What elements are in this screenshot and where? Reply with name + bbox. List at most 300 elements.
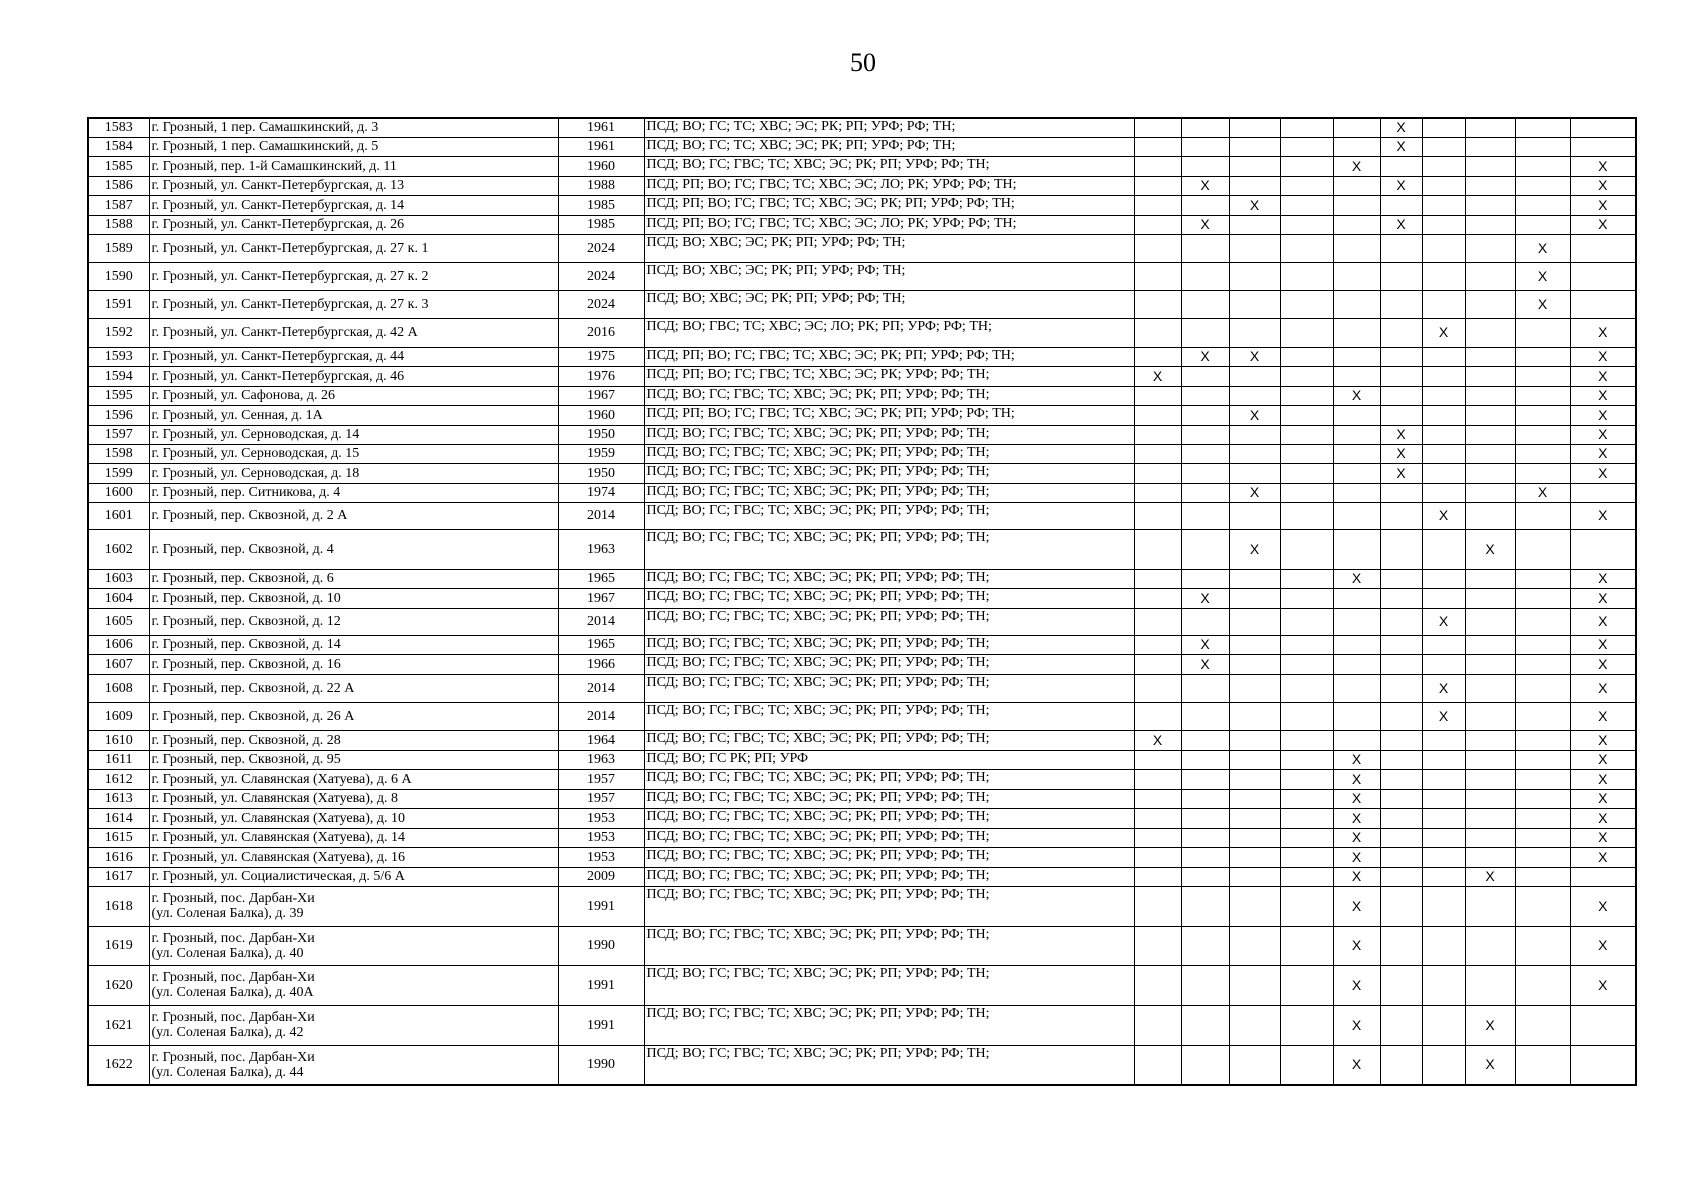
address-cell xyxy=(149,290,558,318)
address-cell xyxy=(149,730,558,750)
address-cell xyxy=(149,886,558,926)
address-cell xyxy=(149,769,558,789)
mark-cell-7 xyxy=(1422,262,1465,290)
mark-cell-3 xyxy=(1229,234,1280,262)
mark-cell-6 xyxy=(1380,588,1422,608)
row-number: 1596 xyxy=(88,405,149,425)
address-line: г. Грозный, ул. Санкт-Петербургская, д. 46 xyxy=(151,368,405,384)
systems-cell: ПСД; ВО; ГС; ГВС; ТС; ХВС; ЭС; РК; РП; УРФ; РФ; ТН; xyxy=(644,886,1134,926)
mark-cell-3 xyxy=(1229,608,1280,635)
mark-cell-3 xyxy=(1229,425,1280,444)
mark-cell-7 xyxy=(1422,847,1465,867)
year-cell: 2009 xyxy=(558,867,644,886)
mark-cell-2 xyxy=(1181,1045,1229,1085)
mark-cell-4 xyxy=(1280,529,1333,569)
address-line: г. Грозный, ул. Сенная, д. 1А xyxy=(151,407,323,423)
mark-cell-1 xyxy=(1134,867,1181,886)
mark-cell-7 xyxy=(1422,1005,1465,1045)
mark-cell-9: X xyxy=(1515,262,1570,290)
address-line: г. Грозный, пер. Сквозной, д. 12 xyxy=(151,614,341,629)
mark-cell-6 xyxy=(1380,195,1422,215)
systems-cell: ПСД; ВО; ГС; ГВС; ТС; ХВС; ЭС; РК; РП; УРФ; РФ; ТН; xyxy=(644,1005,1134,1045)
mark-cell-5 xyxy=(1333,654,1380,674)
mark-cell-1 xyxy=(1134,750,1181,769)
mark-cell-7 xyxy=(1422,635,1465,654)
mark-cell-9 xyxy=(1515,965,1570,1005)
systems-cell: ПСД; ВО; ГВС; ТС; ХВС; ЭС; ЛО; РК; РП; УРФ; РФ; ТН; xyxy=(644,318,1134,347)
year-cell: 1963 xyxy=(558,529,644,569)
mark-cell-10: X xyxy=(1570,635,1636,654)
mark-cell-4 xyxy=(1280,789,1333,808)
mark-cell-4 xyxy=(1280,483,1333,502)
address-line: г. Грозный, пер. Сквозной, д. 14 xyxy=(151,637,341,652)
mark-cell-1 xyxy=(1134,347,1181,366)
table-row xyxy=(88,1045,1636,1085)
mark-cell-6 xyxy=(1380,405,1422,425)
address-cell xyxy=(149,318,558,347)
address-line: г. Грозный, пер. Сквозной, д. 16 xyxy=(151,656,341,672)
mark-cell-3: X xyxy=(1229,347,1280,366)
table-row xyxy=(88,215,1636,234)
mark-cell-8 xyxy=(1465,886,1515,926)
mark-cell-3: X xyxy=(1229,405,1280,425)
address-line: (ул. Соленая Балка), д. 40А xyxy=(151,985,314,1000)
mark-cell-6: X xyxy=(1380,425,1422,444)
mark-cell-9 xyxy=(1515,366,1570,386)
mark-cell-10: X xyxy=(1570,425,1636,444)
mark-cell-4 xyxy=(1280,386,1333,405)
mark-cell-7 xyxy=(1422,730,1465,750)
address-cell xyxy=(149,1045,558,1085)
systems-cell: ПСД; ВО; ГС; ГВС; ТС; ХВС; ЭС; РК; РП; УРФ; РФ; ТН; xyxy=(644,789,1134,808)
year-cell: 1990 xyxy=(558,1045,644,1085)
mark-cell-4 xyxy=(1280,502,1333,529)
mark-cell-2 xyxy=(1181,195,1229,215)
mark-cell-10: X xyxy=(1570,674,1636,702)
row-number: 1590 xyxy=(88,262,149,290)
address-line: г. Грозный, ул. Славянская (Хатуева), д. 10 xyxy=(151,810,406,826)
mark-cell-8 xyxy=(1465,318,1515,347)
year-cell: 1961 xyxy=(558,137,644,156)
mark-cell-10: X xyxy=(1570,886,1636,926)
year-cell: 1991 xyxy=(558,1005,644,1045)
mark-cell-9 xyxy=(1515,425,1570,444)
year-cell: 1953 xyxy=(558,808,644,828)
mark-cell-10 xyxy=(1570,1045,1636,1085)
mark-cell-6 xyxy=(1380,290,1422,318)
table-row xyxy=(88,318,1636,347)
mark-cell-6 xyxy=(1380,789,1422,808)
table-row xyxy=(88,386,1636,405)
row-number: 1583 xyxy=(88,118,149,137)
table-row xyxy=(88,347,1636,366)
mark-cell-8 xyxy=(1465,702,1515,730)
systems-cell: ПСД; ВО; ГС; ГВС; ТС; ХВС; ЭС; РК; РП; УРФ; РФ; ТН; xyxy=(644,156,1134,176)
mark-cell-8 xyxy=(1465,290,1515,318)
mark-cell-4 xyxy=(1280,425,1333,444)
mark-cell-2 xyxy=(1181,808,1229,828)
mark-cell-4 xyxy=(1280,215,1333,234)
mark-cell-3 xyxy=(1229,156,1280,176)
table-row xyxy=(88,290,1636,318)
mark-cell-9 xyxy=(1515,926,1570,965)
mark-cell-1 xyxy=(1134,318,1181,347)
year-cell: 1965 xyxy=(558,635,644,654)
address-line: г. Грозный, пер. Сквозной, д. 10 xyxy=(151,590,341,606)
address-cell xyxy=(149,789,558,808)
mark-cell-6 xyxy=(1380,769,1422,789)
mark-cell-5 xyxy=(1333,425,1380,444)
year-cell: 2014 xyxy=(558,702,644,730)
mark-cell-9 xyxy=(1515,444,1570,463)
mark-cell-1 xyxy=(1134,425,1181,444)
address-cell xyxy=(149,588,558,608)
mark-cell-8 xyxy=(1465,569,1515,588)
mark-cell-9 xyxy=(1515,674,1570,702)
mark-cell-10: X xyxy=(1570,405,1636,425)
mark-cell-8 xyxy=(1465,789,1515,808)
row-number: 1622 xyxy=(88,1045,149,1085)
row-number: 1584 xyxy=(88,137,149,156)
year-cell: 2024 xyxy=(558,234,644,262)
mark-cell-3 xyxy=(1229,867,1280,886)
mark-cell-3 xyxy=(1229,1005,1280,1045)
mark-cell-9 xyxy=(1515,635,1570,654)
mark-cell-4 xyxy=(1280,1045,1333,1085)
mark-cell-6: X xyxy=(1380,463,1422,483)
mark-cell-8 xyxy=(1465,483,1515,502)
address-cell xyxy=(149,405,558,425)
mark-cell-8 xyxy=(1465,769,1515,789)
mark-cell-2 xyxy=(1181,405,1229,425)
systems-cell: ПСД; ВО; ГС; ГВС; ТС; ХВС; ЭС; РК; РП; УРФ; РФ; ТН; xyxy=(644,502,1134,529)
mark-cell-10 xyxy=(1570,483,1636,502)
mark-cell-6 xyxy=(1380,847,1422,867)
mark-cell-9 xyxy=(1515,769,1570,789)
mark-cell-5 xyxy=(1333,290,1380,318)
mark-cell-3 xyxy=(1229,588,1280,608)
row-number: 1618 xyxy=(88,886,149,926)
mark-cell-7 xyxy=(1422,347,1465,366)
row-number: 1612 xyxy=(88,769,149,789)
row-number: 1614 xyxy=(88,808,149,828)
registry-body xyxy=(88,118,1636,1085)
address-cell xyxy=(149,847,558,867)
mark-cell-6 xyxy=(1380,386,1422,405)
mark-cell-4 xyxy=(1280,569,1333,588)
mark-cell-3 xyxy=(1229,386,1280,405)
mark-cell-8 xyxy=(1465,502,1515,529)
mark-cell-10: X xyxy=(1570,502,1636,529)
table-row xyxy=(88,156,1636,176)
mark-cell-6 xyxy=(1380,366,1422,386)
systems-cell: ПСД; РП; ВО; ГС; ГВС; ТС; ХВС; ЭС; РК; РП; УРФ; РФ; ТН; xyxy=(644,405,1134,425)
year-cell: 1965 xyxy=(558,569,644,588)
mark-cell-4 xyxy=(1280,588,1333,608)
mark-cell-5 xyxy=(1333,347,1380,366)
row-number: 1586 xyxy=(88,176,149,195)
address-cell xyxy=(149,608,558,635)
table-row xyxy=(88,769,1636,789)
mark-cell-5: X xyxy=(1333,769,1380,789)
mark-cell-6 xyxy=(1380,502,1422,529)
mark-cell-10: X xyxy=(1570,965,1636,1005)
address-line: г. Грозный, пер. Сквозной, д. 2 А xyxy=(151,508,348,523)
mark-cell-2 xyxy=(1181,730,1229,750)
mark-cell-2 xyxy=(1181,750,1229,769)
year-cell: 2014 xyxy=(558,502,644,529)
mark-cell-10: X xyxy=(1570,926,1636,965)
mark-cell-8 xyxy=(1465,366,1515,386)
address-line: г. Грозный, ул. Санкт-Петербургская, д. 13 xyxy=(151,178,405,193)
year-cell: 2014 xyxy=(558,608,644,635)
address-cell xyxy=(149,674,558,702)
address-line: (ул. Соленая Балка), д. 40 xyxy=(151,945,304,961)
mark-cell-8 xyxy=(1465,262,1515,290)
mark-cell-1 xyxy=(1134,405,1181,425)
mark-cell-9 xyxy=(1515,215,1570,234)
mark-cell-6 xyxy=(1380,750,1422,769)
mark-cell-4 xyxy=(1280,702,1333,730)
mark-cell-2 xyxy=(1181,483,1229,502)
mark-cell-8 xyxy=(1465,234,1515,262)
address-cell xyxy=(149,635,558,654)
address-cell xyxy=(149,176,558,195)
table-row xyxy=(88,635,1636,654)
mark-cell-8: X xyxy=(1465,1045,1515,1085)
mark-cell-5 xyxy=(1333,215,1380,234)
mark-cell-10: X xyxy=(1570,215,1636,234)
mark-cell-10 xyxy=(1570,1005,1636,1045)
row-number: 1592 xyxy=(88,318,149,347)
mark-cell-7 xyxy=(1422,588,1465,608)
mark-cell-4 xyxy=(1280,847,1333,867)
address-line: г. Грозный, пер. Сквозной, д. 95 xyxy=(151,752,341,767)
mark-cell-9 xyxy=(1515,156,1570,176)
mark-cell-3: X xyxy=(1229,483,1280,502)
row-number: 1609 xyxy=(88,702,149,730)
mark-cell-9 xyxy=(1515,654,1570,674)
systems-cell: ПСД; ВО; ГС; ТС; ХВС; ЭС; РК; РП; УРФ; РФ; ТН; xyxy=(644,137,1134,156)
mark-cell-3 xyxy=(1229,137,1280,156)
mark-cell-2 xyxy=(1181,444,1229,463)
mark-cell-6 xyxy=(1380,529,1422,569)
mark-cell-3 xyxy=(1229,444,1280,463)
year-cell: 1975 xyxy=(558,347,644,366)
mark-cell-7 xyxy=(1422,750,1465,769)
mark-cell-7 xyxy=(1422,867,1465,886)
systems-cell: ПСД; ВО; ХВС; ЭС; РК; РП; УРФ; РФ; ТН; xyxy=(644,290,1134,318)
row-number: 1589 xyxy=(88,234,149,262)
address-cell xyxy=(149,654,558,674)
address-cell xyxy=(149,463,558,483)
year-cell: 1991 xyxy=(558,886,644,926)
mark-cell-2 xyxy=(1181,502,1229,529)
mark-cell-7 xyxy=(1422,176,1465,195)
mark-cell-10: X xyxy=(1570,608,1636,635)
mark-cell-7 xyxy=(1422,444,1465,463)
mark-cell-1 xyxy=(1134,176,1181,195)
mark-cell-5 xyxy=(1333,262,1380,290)
table-row xyxy=(88,588,1636,608)
mark-cell-5: X xyxy=(1333,847,1380,867)
mark-cell-8 xyxy=(1465,965,1515,1005)
mark-cell-5: X xyxy=(1333,808,1380,828)
address-cell xyxy=(149,262,558,290)
mark-cell-10: X xyxy=(1570,828,1636,847)
mark-cell-3 xyxy=(1229,654,1280,674)
mark-cell-2: X xyxy=(1181,176,1229,195)
mark-cell-10: X xyxy=(1570,654,1636,674)
mark-cell-2 xyxy=(1181,137,1229,156)
mark-cell-3 xyxy=(1229,828,1280,847)
mark-cell-4 xyxy=(1280,808,1333,828)
row-number: 1616 xyxy=(88,847,149,867)
address-cell xyxy=(149,137,558,156)
systems-cell: ПСД; ВО; ГС; ГВС; ТС; ХВС; ЭС; РК; РП; УРФ; РФ; ТН; xyxy=(644,808,1134,828)
systems-cell: ПСД; ВО; ГС РК; РП; УРФ xyxy=(644,750,1134,769)
address-line: (ул. Соленая Балка), д. 44 xyxy=(151,1064,304,1080)
row-number: 1593 xyxy=(88,347,149,366)
mark-cell-7 xyxy=(1422,654,1465,674)
mark-cell-7 xyxy=(1422,529,1465,569)
table-row xyxy=(88,654,1636,674)
mark-cell-10: X xyxy=(1570,386,1636,405)
mark-cell-5: X xyxy=(1333,386,1380,405)
systems-cell: ПСД; ВО; ГС; ГВС; ТС; ХВС; ЭС; РК; РП; УРФ; РФ; ТН; xyxy=(644,867,1134,886)
row-number: 1591 xyxy=(88,290,149,318)
mark-cell-8 xyxy=(1465,750,1515,769)
address-cell xyxy=(149,425,558,444)
mark-cell-2 xyxy=(1181,290,1229,318)
mark-cell-10: X xyxy=(1570,463,1636,483)
address-line: г. Грозный, пер. Сквозной, д. 26 А xyxy=(151,708,355,724)
mark-cell-7 xyxy=(1422,290,1465,318)
mark-cell-6: X xyxy=(1380,444,1422,463)
address-cell xyxy=(149,366,558,386)
mark-cell-5 xyxy=(1333,608,1380,635)
mark-cell-9 xyxy=(1515,502,1570,529)
mark-cell-6 xyxy=(1380,674,1422,702)
table-row xyxy=(88,569,1636,588)
address-cell xyxy=(149,702,558,730)
mark-cell-7 xyxy=(1422,808,1465,828)
address-line: г. Грозный, 1 пер. Самашкинский, д. 5 xyxy=(151,139,379,154)
mark-cell-4 xyxy=(1280,965,1333,1005)
table-row xyxy=(88,195,1636,215)
systems-cell: ПСД; ВО; ГС; ТС; ХВС; ЭС; РК; РП; УРФ; РФ; ТН; xyxy=(644,118,1134,137)
mark-cell-8 xyxy=(1465,347,1515,366)
address-line: г. Грозный, пер. Сквозной, д. 28 xyxy=(151,732,341,748)
mark-cell-5: X xyxy=(1333,1045,1380,1085)
year-cell: 1957 xyxy=(558,789,644,808)
address-line: г. Грозный, ул. Санкт-Петербургская, д. 27 к. 1 xyxy=(151,240,429,256)
mark-cell-5: X xyxy=(1333,867,1380,886)
table-row xyxy=(88,405,1636,425)
systems-cell: ПСД; ВО; ГС; ГВС; ТС; ХВС; ЭС; РК; РП; УРФ; РФ; ТН; xyxy=(644,1045,1134,1085)
mark-cell-1 xyxy=(1134,965,1181,1005)
mark-cell-7 xyxy=(1422,483,1465,502)
mark-cell-8 xyxy=(1465,405,1515,425)
row-number: 1603 xyxy=(88,569,149,588)
mark-cell-6 xyxy=(1380,828,1422,847)
mark-cell-3 xyxy=(1229,886,1280,926)
mark-cell-5 xyxy=(1333,444,1380,463)
systems-cell: ПСД; ВО; ГС; ГВС; ТС; ХВС; ЭС; РК; РП; УРФ; РФ; ТН; xyxy=(644,702,1134,730)
mark-cell-7 xyxy=(1422,926,1465,965)
mark-cell-2: X xyxy=(1181,635,1229,654)
address-cell xyxy=(149,156,558,176)
table-row xyxy=(88,730,1636,750)
row-number: 1613 xyxy=(88,789,149,808)
mark-cell-3 xyxy=(1229,176,1280,195)
table-row xyxy=(88,926,1636,965)
mark-cell-5: X xyxy=(1333,750,1380,769)
year-cell: 1991 xyxy=(558,965,644,1005)
mark-cell-4 xyxy=(1280,886,1333,926)
mark-cell-10: X xyxy=(1570,702,1636,730)
mark-cell-5 xyxy=(1333,118,1380,137)
row-number: 1602 xyxy=(88,529,149,569)
systems-cell: ПСД; ВО; ГС; ГВС; ТС; ХВС; ЭС; РК; РП; УРФ; РФ; ТН; xyxy=(644,730,1134,750)
mark-cell-4 xyxy=(1280,1005,1333,1045)
registry-table xyxy=(87,117,1637,1086)
mark-cell-2 xyxy=(1181,1005,1229,1045)
mark-cell-1 xyxy=(1134,808,1181,828)
mark-cell-9 xyxy=(1515,386,1570,405)
mark-cell-3 xyxy=(1229,769,1280,789)
table-row xyxy=(88,808,1636,828)
mark-cell-2 xyxy=(1181,156,1229,176)
row-number: 1585 xyxy=(88,156,149,176)
row-number: 1610 xyxy=(88,730,149,750)
mark-cell-7: X xyxy=(1422,608,1465,635)
mark-cell-6: X xyxy=(1380,118,1422,137)
row-number: 1601 xyxy=(88,502,149,529)
mark-cell-5: X xyxy=(1333,789,1380,808)
address-cell xyxy=(149,926,558,965)
year-cell: 1985 xyxy=(558,215,644,234)
mark-cell-2: X xyxy=(1181,347,1229,366)
systems-cell: ПСД; ВО; ГС; ГВС; ТС; ХВС; ЭС; РК; РП; УРФ; РФ; ТН; xyxy=(644,654,1134,674)
mark-cell-7 xyxy=(1422,569,1465,588)
systems-cell: ПСД; ВО; ГС; ГВС; ТС; ХВС; ЭС; РК; РП; УРФ; РФ; ТН; xyxy=(644,769,1134,789)
systems-cell: ПСД; ВО; ГС; ГВС; ТС; ХВС; ЭС; РК; РП; УРФ; РФ; ТН; xyxy=(644,635,1134,654)
year-cell: 1990 xyxy=(558,926,644,965)
year-cell: 1966 xyxy=(558,654,644,674)
row-number: 1597 xyxy=(88,425,149,444)
mark-cell-8: X xyxy=(1465,529,1515,569)
mark-cell-5: X xyxy=(1333,1005,1380,1045)
mark-cell-1 xyxy=(1134,444,1181,463)
address-line: г. Грозный, ул. Санкт-Петербургская, д. 27 к. 2 xyxy=(151,268,429,284)
table-row xyxy=(88,234,1636,262)
mark-cell-1 xyxy=(1134,702,1181,730)
mark-cell-6 xyxy=(1380,318,1422,347)
mark-cell-9: X xyxy=(1515,483,1570,502)
systems-cell: ПСД; РП; ВО; ГС; ГВС; ТС; ХВС; ЭС; РК; РП; УРФ; РФ; ТН; xyxy=(644,195,1134,215)
mark-cell-1 xyxy=(1134,1045,1181,1085)
mark-cell-4 xyxy=(1280,730,1333,750)
address-line: г. Грозный, пос. Дарбан-Хи xyxy=(151,891,315,906)
mark-cell-4 xyxy=(1280,176,1333,195)
mark-cell-4 xyxy=(1280,608,1333,635)
mark-cell-6 xyxy=(1380,347,1422,366)
address-line: г. Грозный, ул. Серноводская, д. 14 xyxy=(151,427,360,442)
mark-cell-8 xyxy=(1465,847,1515,867)
address-cell xyxy=(149,529,558,569)
mark-cell-10: X xyxy=(1570,847,1636,867)
